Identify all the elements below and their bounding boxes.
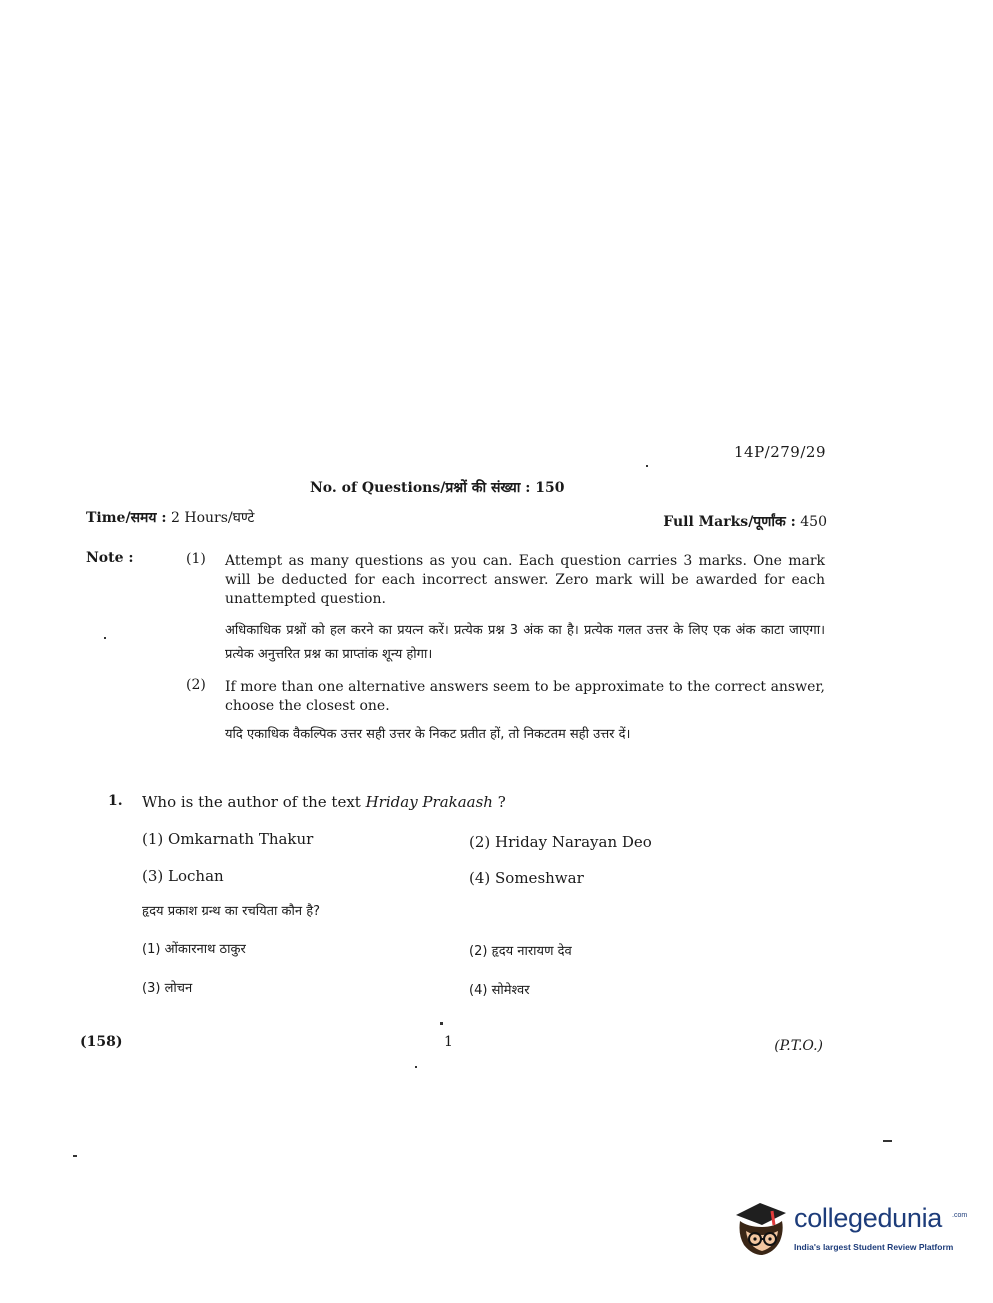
option-label: Omkarnath Thakur [168,830,314,848]
option-4-en [469,869,584,887]
option-number: (4) [469,869,491,887]
mascot-icon [730,1195,792,1265]
option-number: (1) [142,942,161,957]
option-label: सोमेश्वर [491,983,530,998]
pto-label: (P.T.O.) [774,1038,823,1054]
option-3-en [142,867,224,885]
option-1-en [142,830,313,848]
option-label: Hriday Narayan Deo [495,833,652,851]
option-number: (1) [142,830,164,848]
scan-speck [883,1140,892,1142]
note-number: (1) [186,551,206,567]
scan-speck [415,1066,417,1068]
question-text-hi: हृदय प्रकाश ग्रन्थ का रचयिता कौन है? [142,904,321,919]
option-2-hi [469,941,572,959]
note-text-hi: यदि एकाधिक वैकल्पिक उत्तर सही उत्तर के निकट प्रतीत हों, तो निकटतम सही उत्तर दें। [225,727,631,742]
option-label: हृदय नारायण देव [491,944,572,959]
full-marks [663,512,827,531]
option-label: ओंकारनाथ ठाकुर [164,942,246,957]
note-label: Note : [86,550,134,566]
option-4-hi [469,980,530,998]
question-text-before: Who is the author of the text [142,793,366,811]
option-label: Someshwar [495,869,584,887]
option-2-en [469,833,652,851]
option-1-hi [142,939,246,957]
footer-code: (158) [80,1034,123,1050]
collegedunia-logo [730,1195,968,1270]
page-number: 1 [444,1034,453,1050]
scan-speck [104,637,106,639]
option-3-hi [142,978,192,996]
note-number: (2) [186,677,206,693]
question-text [142,793,506,811]
brand-tagline: India's largest Student Review Platform [794,1242,954,1252]
option-number: (2) [469,944,488,959]
note-text-hi: अधिकाधिक प्रश्नों को हल करने का प्रयत्न करें। प्रत्येक प्रश्न 3 अंक का है। प्रत्येक गलत उत्तर के लिए एक अंक काटा जाएगा। प्रत्येक अनुत्तरित प्रश्न का प्राप्तांक शून्य होगा। [225,623,825,662]
note-text-en: Attempt as many questions as you can. Each question carries 3 marks. One mark will be deducted for each incorrect answer. Zero mark will be awarded for each unattempted question. [225,553,825,607]
option-number: (2) [469,833,491,851]
option-label: Lochan [168,867,224,885]
question-count: No. of Questions/प्रश्नों की संख्या : 150 [310,480,565,496]
note-text-en: If more than one alternative answers seem to be approximate to the correct answer, choose the closest one. [225,679,825,714]
question-text-title: Hriday Prakaash [365,793,493,811]
marks-value: 450 [800,514,827,530]
time-label: Time/समय : [86,510,167,526]
brand-suffix: .com [952,1212,968,1219]
time-allowed [86,508,254,527]
option-number: (3) [142,867,164,885]
question-number: 1. [108,793,123,809]
question-text-after: ? [492,793,506,811]
option-number: (3) [142,981,161,996]
scan-speck [646,465,648,467]
brand-name: collegedunia [794,1203,943,1233]
paper-code: 14P/279/29 [733,443,826,461]
option-number: (4) [469,983,488,998]
marks-label: Full Marks/पूर्णांक : [663,514,796,530]
scan-speck [73,1155,77,1157]
option-label: लोचन [164,981,193,996]
time-value: 2 Hours/घण्टे [171,510,255,526]
scan-speck [440,1022,443,1025]
